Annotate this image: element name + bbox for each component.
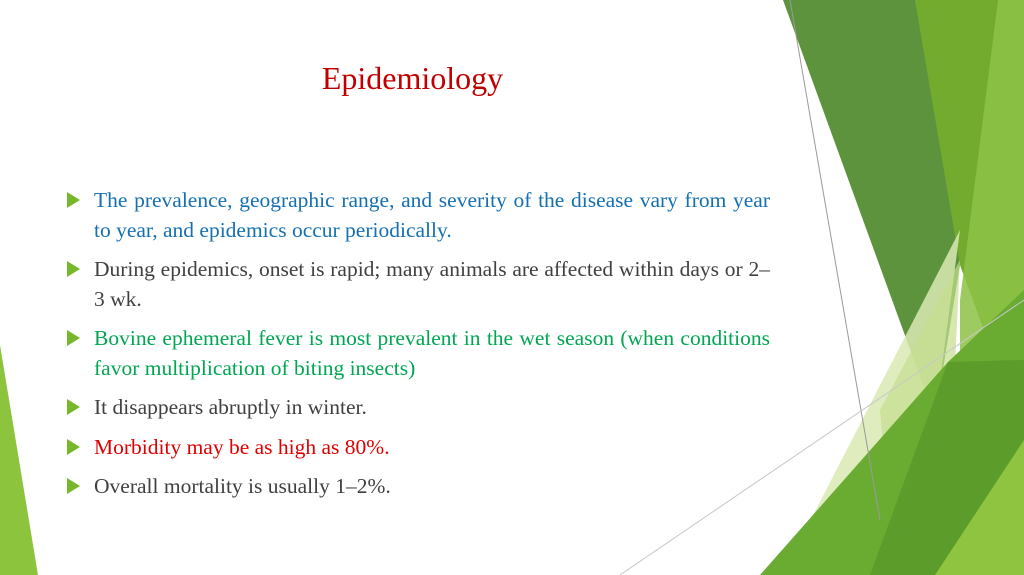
bullet-item (64, 472, 770, 502)
bullet-item (64, 433, 770, 463)
triangle-right-icon (67, 330, 80, 346)
bullet-item (64, 186, 770, 245)
bullet-text: The prevalence, geographic range, and severity of the disease vary from year to year, and epidemics occur periodically. (94, 188, 770, 242)
bullet-list (64, 186, 770, 512)
triangle-right-icon (67, 439, 80, 455)
bullet-text: Morbidity may be as high as 80%. (94, 434, 390, 459)
bullet-item (64, 255, 770, 314)
triangle-right-icon (67, 192, 80, 208)
slide-title: Epidemiology (321, 60, 504, 96)
left-edge-sliver (0, 345, 38, 575)
bullet-text: It disappears abruptly in winter. (94, 395, 367, 419)
triangle-right-icon (67, 399, 80, 415)
triangle-right-icon (67, 478, 80, 494)
triangle-right-icon (67, 261, 80, 277)
bullet-text: Overall mortality is usually 1–2%. (94, 474, 391, 498)
bullet-item (64, 324, 770, 383)
bullet-item (64, 393, 770, 423)
bullet-text: During epidemics, onset is rapid; many animals are affected within days or 2–3 wk. (94, 257, 770, 311)
bullet-text: Bovine ephemeral fever is most prevalent in the wet season (when conditions favor multiplication of biting insects) (94, 326, 770, 380)
